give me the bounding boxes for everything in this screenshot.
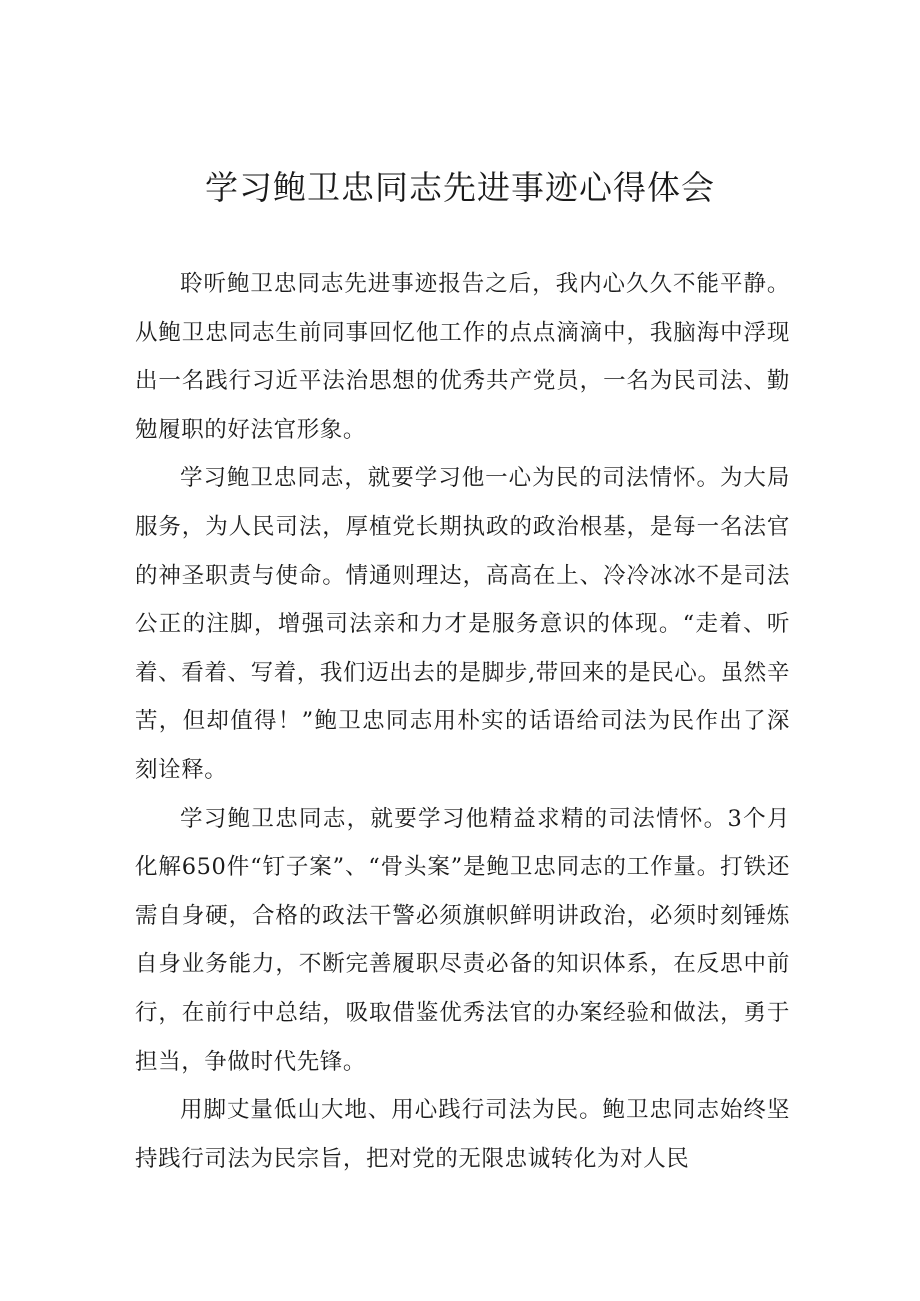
paragraph-3: 学习鲍卫忠同志，就要学习他精益求精的司法情怀。3个月化解650件“钉子案”、“骨头案”是鲍卫忠同志的工作量。打铁还需自身硬，合格的政法干警必须旗帜鲜明讲政治，必须时刻锤炼自身业务能力，不断完善履职尽责必备的知识体系，在反思中前行，在前行中总结，吸取借鉴优秀法官的办案经验和做法，勇于担当，争做时代先锋。: [135, 805, 790, 1075]
paragraph-2: 学习鲍卫忠同志，就要学习他一心为民的司法情怀。为大局服务，为人民司法，厚植党长期执政的政治根基，是每一名法官的神圣职责与使命。情通则理达，高高在上、冷冷冰冰不是司法公正的注脚，增强司法亲和力才是服务意识的体现。“走着、听着、看着、写着，我们迈出去的是脚步,带回来的是民心。虽然辛苦，但却值得！”鲍卫忠同志用朴实的话语给司法为民作出了深刻诠释。: [135, 465, 790, 783]
paragraph-1: 聆听鲍卫忠同志先进事迹报告之后，我内心久久不能平静。从鲍卫忠同志生前同事回忆他工作的点点滴滴中，我脑海中浮现出一名践行习近平法治思想的优秀共产党员，一名为民司法、勤勉履职的好法官形象。: [135, 271, 790, 443]
paragraph-4: 用脚丈量低山大地、用心践行司法为民。鲍卫忠同志始终坚持践行司法为民宗旨，把对党的无限忠诚转化为对人民: [135, 1097, 790, 1172]
document-body: [135, 260, 790, 1183]
document-title: 学习鲍卫忠同志先进事迹心得体会: [205, 168, 715, 207]
